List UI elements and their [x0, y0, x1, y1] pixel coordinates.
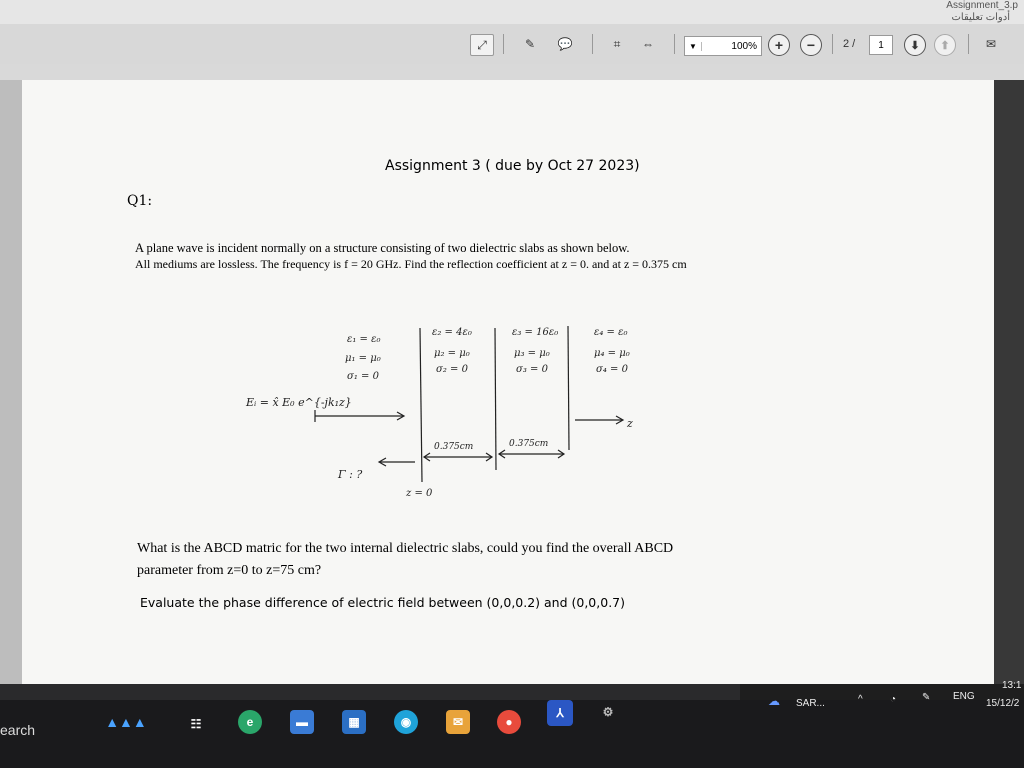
- assignment-title: Assignment 3 ( due by Oct 27 2023): [385, 158, 640, 174]
- question-label: Q1:: [127, 193, 153, 209]
- slab1-thickness-label: 0.375cm: [434, 442, 474, 452]
- prev-page-button[interactable]: [934, 34, 956, 56]
- m4-mu: μ₄ = μ₀: [594, 348, 630, 359]
- z-axis-label: z: [627, 417, 633, 430]
- abcd-question-line-2: parameter from z=0 to z=75 cm?: [137, 563, 322, 578]
- language-indicator[interactable]: ENG: [953, 691, 975, 702]
- chrome-icon[interactable]: ●: [497, 710, 521, 734]
- problem-line-1: A plane wave is incident normally on a structure consisting of two dielectric slabs as shown below.: [135, 241, 630, 255]
- m2-mu: μ₂ = μ₀: [434, 348, 470, 359]
- volume-icon[interactable]: ◔: [890, 694, 897, 705]
- email-button[interactable]: [980, 34, 1002, 54]
- abcd-question: [137, 538, 837, 582]
- minus-icon: −: [806, 37, 816, 53]
- incident-field-label: Eᵢ = x̂ E₀ e^{-jk₁z}: [246, 396, 352, 409]
- phase-question: Evaluate the phase difference of electric field between (0,0,0.2) and (0,0,0.7): [140, 595, 625, 610]
- toolbar-divider: [832, 34, 833, 54]
- clock-date[interactable]: 15/12/2: [986, 698, 1020, 709]
- fit-page-button[interactable]: [637, 34, 659, 54]
- right-gutter: [994, 80, 1024, 684]
- m2-sigma: σ₂ = 0: [436, 364, 468, 375]
- toolbar: [0, 24, 1024, 65]
- menu-bar[interactable]: أدوات تعليقات: [951, 12, 1010, 23]
- clock-time[interactable]: 13:1: [1002, 680, 1022, 691]
- widgets-icon[interactable]: ▲▲▲: [105, 714, 147, 730]
- m1-mu: μ₁ = μ₀: [345, 353, 381, 364]
- network-icon[interactable]: ☁: [768, 694, 780, 708]
- toolbar-divider: [503, 34, 504, 54]
- toolbar-divider: [968, 34, 969, 54]
- settings-gear-icon[interactable]: ⚙: [602, 705, 614, 719]
- problem-line-2: All mediums are lossless. The frequency is f = 20 GHz. Find the reflection coefficient at z = 0. and at z = 0.375 cm: [135, 257, 687, 271]
- m1-sigma: σ₁ = 0: [347, 371, 379, 382]
- slab2-thickness-label: 0.375cm: [509, 439, 549, 449]
- arrow-down-icon: ⬇: [910, 39, 920, 52]
- title-bar: [0, 0, 1024, 24]
- slab-diagram: [22, 300, 994, 520]
- chat-app-icon[interactable]: ◉: [394, 710, 418, 734]
- fit-page-icon: ⇔: [642, 37, 654, 51]
- boundary-slab1-slab2: [495, 328, 496, 470]
- m3-eps: ε₃ = 16ε₀: [512, 327, 559, 338]
- problem-statement: [135, 240, 687, 272]
- m2-eps: ε₂ = 4ε₀: [432, 327, 472, 338]
- next-page-button[interactable]: [904, 34, 926, 56]
- comment-bubble-icon: 💬: [557, 37, 573, 51]
- m1-eps: ε₁ = ε₀: [347, 334, 381, 345]
- m3-mu: μ₃ = μ₀: [514, 348, 550, 359]
- document-title: Assignment_3.p: [946, 0, 1018, 11]
- task-view-icon[interactable]: ☷: [190, 717, 202, 731]
- acrobat-icon[interactable]: ⅄: [547, 700, 573, 726]
- select-tool-button[interactable]: [606, 34, 628, 54]
- m3-sigma: σ₃ = 0: [516, 364, 548, 375]
- tray-overflow-chevron-icon[interactable]: ^: [858, 694, 863, 705]
- tray-sar-label[interactable]: SAR...: [796, 698, 825, 709]
- zoom-select[interactable]: [684, 36, 762, 56]
- plus-icon: +: [774, 37, 784, 53]
- store-icon[interactable]: ▦: [342, 710, 366, 734]
- mail-icon: ✉: [985, 37, 997, 51]
- arrow-up-icon: ⬆: [940, 39, 950, 52]
- page-number-input[interactable]: 1: [869, 35, 893, 55]
- m4-sigma: σ₄ = 0: [596, 364, 628, 375]
- zoom-out-button[interactable]: [800, 34, 822, 56]
- fullscreen-button[interactable]: [470, 34, 494, 56]
- boundary-z0: [420, 328, 422, 482]
- zoom-in-button[interactable]: [768, 34, 790, 56]
- crop-icon: ⌗: [613, 36, 621, 51]
- abcd-question-line-1: What is the ABCD matric for the two internal dielectric slabs, could you find the overall ABCD: [137, 541, 674, 556]
- boundary-slab2-slab3: [568, 326, 569, 450]
- comment-button[interactable]: [553, 34, 577, 54]
- edge-browser-icon[interactable]: e: [238, 710, 262, 734]
- left-gutter: [0, 80, 22, 684]
- m4-eps: ε₄ = ε₀: [594, 327, 628, 338]
- z-origin-label: z = 0: [406, 488, 433, 499]
- page-total: 2 /: [843, 38, 856, 50]
- toolbar-divider: [674, 34, 675, 54]
- mail-app-icon[interactable]: ✉: [446, 710, 470, 734]
- pen-tray-icon[interactable]: ✎: [922, 692, 931, 703]
- expand-icon: ⤢: [477, 37, 487, 52]
- toolbar-divider: [592, 34, 593, 54]
- zoom-value: 100%: [731, 40, 757, 52]
- taskbar-search[interactable]: earch: [0, 722, 36, 738]
- reflection-coefficient-label: Γ : ?: [338, 468, 363, 481]
- sign-button[interactable]: [519, 34, 541, 54]
- pen-icon: ✎: [524, 37, 536, 51]
- chevron-down-icon[interactable]: ▼: [685, 42, 702, 51]
- file-explorer-icon[interactable]: ▬: [290, 710, 314, 734]
